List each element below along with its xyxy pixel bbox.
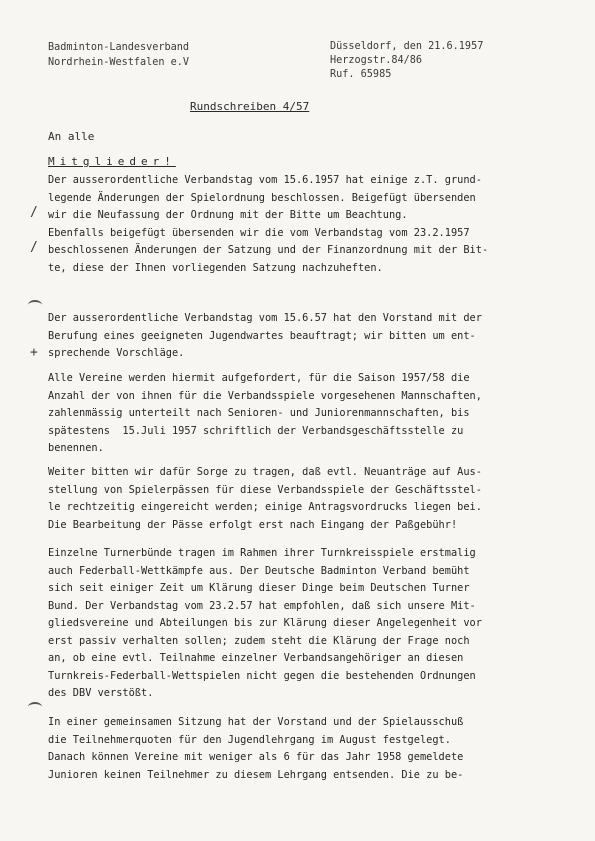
street: Herzogstr.84/86 — [330, 55, 423, 66]
paragraph-4 — [48, 464, 568, 534]
text-line: an, ob eine evtl. Teilnahme einzelner Verbandsangehöriger an diesen — [48, 652, 464, 664]
text-line: erst passiv verhalten sollen; zudem steht die Klärung der Frage noch — [48, 634, 470, 647]
text-line: Einzelne Turnerbünde tragen im Rahmen ihrer Turnkreisspiele erstmalig — [48, 547, 476, 559]
text-line: benennen. — [48, 442, 104, 454]
sender-line-2: Nordrhein-Westfalen e.V — [48, 57, 190, 68]
text-line: sprechende Vorschläge. — [48, 347, 185, 359]
punch-hole-mark — [28, 702, 42, 712]
text-line: Berufung eines geeigneten Jugendwartes beauftragt; wir bitten um ent- — [48, 329, 476, 342]
text-line: wir die Neufassung der Ordnung mit der Bitte um Beachtung. — [48, 209, 408, 221]
text-line: Der ausserordentliche Verbandstag vom 15.6.1957 hat einige z.T. grund- — [48, 174, 482, 186]
paragraph-5 — [48, 545, 568, 703]
text-line: Alle Vereine werden hiermit aufgefordert, für die Saison 1957/58 die — [48, 372, 470, 384]
subject-line: Rundschreiben 4/57 — [190, 100, 310, 113]
text-line: Ebenfalls beigefügt übersenden wir die vom Verbandstag vom 23.2.1957 — [48, 226, 470, 239]
text-line: legende Änderungen der Spielordnung beschlossen. Beigefügt übersenden — [48, 191, 476, 204]
text-line: Weiter bitten wir dafür Sorge zu tragen, daß evtl. Neuanträge auf Aus- — [48, 466, 482, 478]
sender-block — [48, 40, 189, 70]
text-line: stellung von Spielerpässen für diese Verbandsspiele der Geschäftsstel- — [48, 483, 482, 496]
text-line: auch Federball-Wettkämpfe aus. Der Deutsche Badminton Verband bemüht — [48, 564, 470, 577]
paragraph-6 — [48, 714, 568, 784]
text-line: zahlenmässig unterteilt nach Senioren- und Juniorenmannschaften, bis — [48, 407, 470, 419]
text-line: des DBV verstößt. — [48, 687, 154, 699]
margin-plus-mark: + — [30, 345, 38, 360]
phone: Ruf. 65985 — [330, 69, 392, 80]
text-line: Der ausserordentliche Verbandstag vom 15.6.57 hat den Vorstand mit der — [48, 312, 482, 324]
text-line: Bund. Der Verbandstag vom 23.2.57 hat empfohlen, daß sich unsere Mit- — [48, 599, 476, 612]
paragraph-2 — [48, 310, 568, 363]
text-line: beschlossenen Änderungen der Satzung und der Finanzordnung mit der Bit- — [48, 244, 489, 256]
text-line: Danach können Vereine mit weniger als 6 für das Jahr 1958 gemeldete — [48, 751, 464, 763]
text-line: gliedsvereine und Abteilungen bis zur Klärung dieser Angelegenheit vor — [48, 617, 482, 629]
paragraph-3 — [48, 370, 568, 458]
text-line: Junioren keinen Teilnehmer zu diesem Lehrgang entsenden. Die zu be- — [48, 768, 464, 781]
recipients: Mitglieder! — [48, 155, 176, 168]
text-line: Die Bearbeitung der Pässe erfolgt erst nach Eingang der Paßgebühr! — [48, 518, 458, 531]
margin-slash-mark: / — [30, 240, 38, 255]
text-line: die Teilnehmerquoten für den Jugendlehrgang im August festgelegt. — [48, 733, 451, 746]
text-line: Turnkreis-Federball-Wettspielen nicht gegen die bestehenden Ordnungen — [48, 669, 476, 682]
salutation: An alle — [48, 130, 95, 143]
sender-line-1: Badminton-Landesverband — [48, 42, 190, 53]
margin-slash-mark: / — [30, 205, 38, 220]
punch-hole-mark — [28, 300, 42, 310]
text-line: spätestens 15.Juli 1957 schriftlich der Verbandsgeschäftsstelle zu — [48, 424, 464, 437]
place-date: Düsseldorf, den 21.6.1957 — [330, 41, 484, 52]
paragraph-1 — [48, 172, 568, 277]
address-block — [330, 40, 483, 82]
text-line: te, diese der Ihnen vorliegenden Satzung nachzuheften. — [48, 261, 383, 274]
text-line: In einer gemeinsamen Sitzung hat der Vorstand und der Spielausschuß — [48, 716, 464, 728]
text-line: sich seit einiger Zeit um Klärung dieser Dinge beim Deutschen Turner — [48, 582, 470, 594]
text-line: le rechtzeitig eingereicht werden; einige Antragsvordrucks liegen bei. — [48, 501, 482, 513]
text-line: Anzahl der von ihnen für die Verbandsspiele vorgesehenen Mannschaften, — [48, 389, 482, 402]
